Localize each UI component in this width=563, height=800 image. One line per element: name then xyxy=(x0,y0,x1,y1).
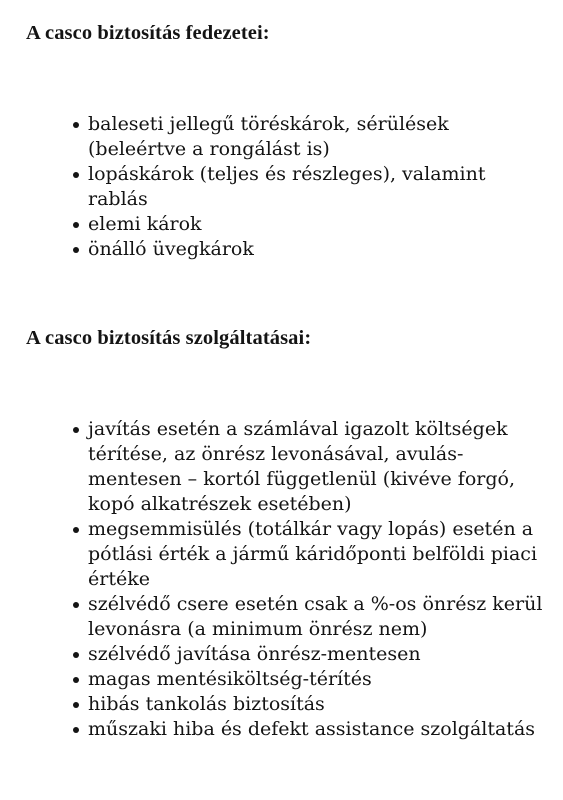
bullet-icon xyxy=(73,527,79,533)
services-list-item xyxy=(88,717,550,742)
services-heading: A casco biztosítás szolgáltatásai: xyxy=(26,327,312,349)
services-item-text: szélvédő javítása önrész-mentesen xyxy=(88,643,421,665)
bullet-icon xyxy=(73,702,79,708)
bullet-icon xyxy=(73,122,79,128)
coverage-list-item xyxy=(88,162,550,212)
coverage-list-item xyxy=(88,112,550,162)
services-item-text: megsemmisülés (totálkár vagy lopás) esetén a pótlási érték a jármű káridőponti belföldi piaci értéke xyxy=(88,518,538,590)
bullet-icon xyxy=(73,247,79,253)
services-list-item xyxy=(88,692,550,717)
coverage-item-text: önálló üvegkárok xyxy=(88,238,254,260)
coverage-item-text: elemi károk xyxy=(88,213,202,235)
bullet-icon xyxy=(73,427,79,433)
bullet-icon xyxy=(73,727,79,733)
services-list-item xyxy=(88,667,550,692)
coverage-list-item xyxy=(88,237,550,262)
services-item-text: magas mentésiköltség-térítés xyxy=(88,668,372,690)
coverage-list xyxy=(88,112,550,262)
bullet-icon xyxy=(73,652,79,658)
services-list-item xyxy=(88,642,550,667)
bullet-icon xyxy=(73,677,79,683)
services-item-text: műszaki hiba és defekt assistance szolgáltatás xyxy=(88,718,536,740)
services-item-text: hibás tankolás biztosítás xyxy=(88,693,325,715)
bullet-icon xyxy=(73,222,79,228)
bullet-icon xyxy=(73,602,79,608)
services-list xyxy=(88,417,550,742)
services-item-text: javítás esetén a számlával igazolt költségek térítése, az önrész levonásával, avulás-mentesen – kortól függetlenül (kivéve forgó, kopó alkatrészek esetében) xyxy=(88,418,515,515)
services-list-item xyxy=(88,417,550,517)
bullet-icon xyxy=(73,172,79,178)
services-item-text: szélvédő csere esetén csak a %-os önrész kerül levonásra (a minimum önrész nem) xyxy=(88,593,543,640)
services-list-item xyxy=(88,517,550,592)
services-list-item xyxy=(88,592,550,642)
coverage-list-item xyxy=(88,212,550,237)
coverage-heading: A casco biztosítás fedezetei: xyxy=(26,22,270,44)
coverage-item-text: lopáskárok (teljes és részleges), valamint rablás xyxy=(88,163,486,210)
coverage-item-text: baleseti jellegű töréskárok, sérülések (beleértve a rongálást is) xyxy=(88,113,449,160)
